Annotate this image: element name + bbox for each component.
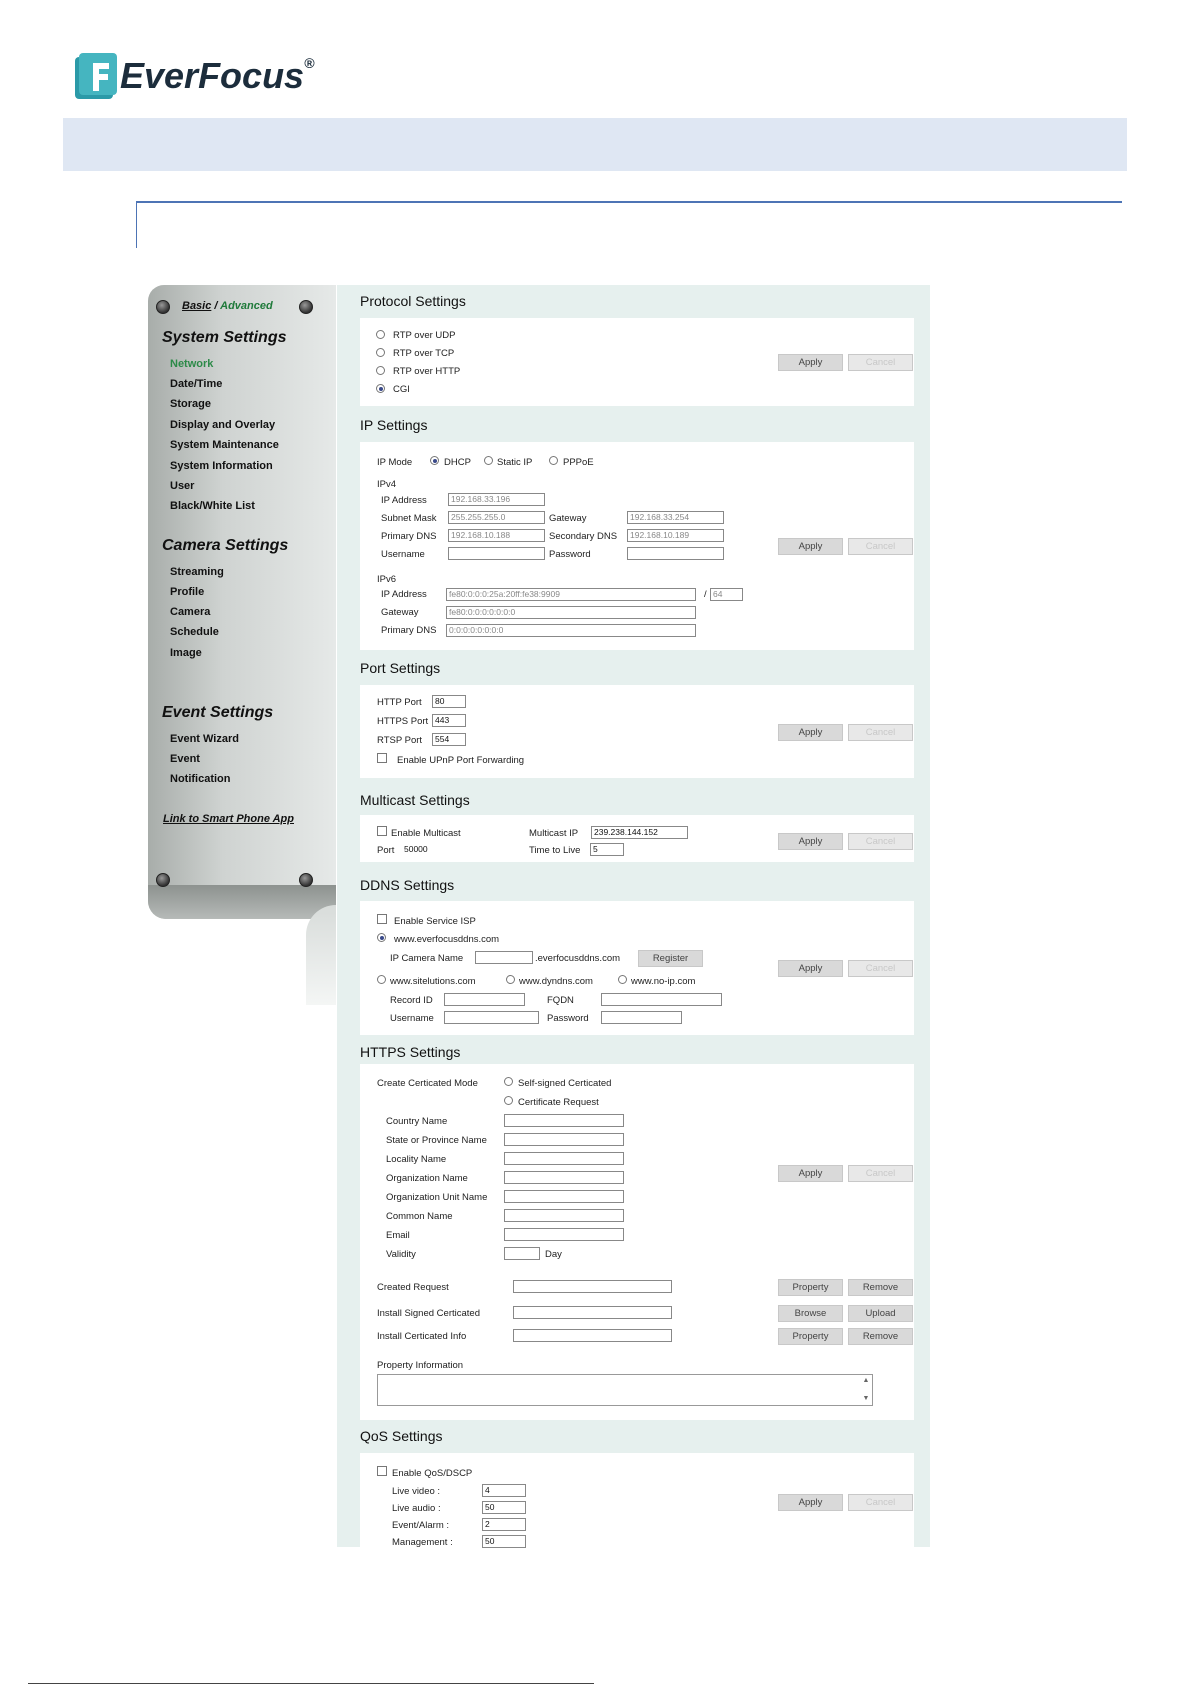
checkbox-label: Enable UPnP Port Forwarding (397, 755, 525, 766)
event-settings-heading: Event Settings (162, 704, 274, 721)
mode-switch: Basic / Advanced (182, 300, 273, 312)
field-label: Password (547, 1013, 589, 1024)
apply-button[interactable]: Apply (778, 538, 843, 555)
cancel-button[interactable]: Cancel (848, 538, 913, 555)
checkbox-label: Enable Multicast (391, 828, 461, 839)
field-label: Create Certicated Mode (377, 1078, 478, 1089)
event-alarm-field[interactable]: 2 (482, 1518, 526, 1531)
cancel-button[interactable]: Cancel (848, 724, 913, 741)
sidebar-bottom-shade (148, 885, 336, 919)
live-audio-field[interactable]: 50 (482, 1501, 526, 1514)
validity-field[interactable] (504, 1247, 540, 1260)
field-label: Organization Name (386, 1173, 468, 1184)
multicast-ip-field[interactable]: 239.238.144.152 (591, 826, 688, 839)
radio-label: PPPoE (563, 457, 594, 468)
management-field[interactable]: 50 (482, 1535, 526, 1548)
field-label: Port (377, 845, 395, 856)
radio-label: www.sitelutions.com (390, 976, 476, 987)
sidebar-item-display-overlay[interactable]: Display and Overlay (170, 419, 276, 431)
sidebar-item-profile[interactable]: Profile (170, 586, 205, 598)
cancel-button[interactable]: Cancel (848, 1165, 913, 1182)
radio-label: RTP over HTTP (393, 366, 461, 377)
ip-settings-title: IP Settings (360, 417, 428, 433)
cancel-button[interactable]: Cancel (848, 960, 913, 977)
smart-phone-app-link[interactable]: Link to Smart Phone App (163, 813, 294, 825)
ipv6-dns-field[interactable]: 0:0:0:0:0:0:0:0 (446, 624, 696, 637)
secondary-dns-field[interactable]: 192.168.10.189 (627, 529, 724, 542)
divider (136, 201, 1122, 203)
checkbox-label: Enable Service ISP (394, 916, 476, 927)
primary-dns-field[interactable]: 192.168.10.188 (448, 529, 545, 542)
radio-label: www.no-ip.com (631, 976, 696, 987)
field-label: Primary DNS (381, 625, 437, 636)
organization-field[interactable] (504, 1171, 624, 1184)
https-port-field[interactable]: 443 (432, 714, 466, 727)
radio-label: RTP over TCP (393, 348, 455, 359)
field-label: Password (549, 549, 591, 560)
sidebar-item-schedule[interactable]: Schedule (170, 626, 219, 638)
locality-field[interactable] (504, 1152, 624, 1165)
field-label: Username (390, 1013, 434, 1024)
field-label: Username (381, 549, 425, 560)
field-label: IP Address (381, 495, 427, 506)
checkbox-label: Enable QoS/DSCP (392, 1468, 473, 1479)
property-button[interactable]: Property (778, 1279, 843, 1296)
multicast-settings-title: Multicast Settings (360, 792, 470, 808)
field-label: Country Name (386, 1116, 448, 1127)
radio-everfocusddns[interactable] (377, 933, 386, 942)
validity-unit: Day (545, 1249, 562, 1260)
radio-rtp-tcp[interactable] (376, 348, 385, 357)
multicast-port-field[interactable]: 50000 (401, 843, 435, 856)
sidebar-item-date-time[interactable]: Date/Time (170, 378, 223, 390)
field-label: State or Province Name (386, 1135, 487, 1146)
brand-name: EverFocus® (120, 55, 315, 96)
remove-button[interactable]: Remove (848, 1328, 913, 1345)
radio-label: CGI (393, 384, 410, 395)
field-label: Created Request (377, 1282, 449, 1293)
ddns-password-field[interactable] (601, 1011, 682, 1024)
radio-pppoe[interactable] (549, 456, 558, 465)
radio-static-ip[interactable] (484, 456, 493, 465)
gateway-field[interactable]: 192.168.33.254 (627, 511, 724, 524)
advanced-link[interactable]: Advanced (220, 300, 273, 312)
radio-label: Certificate Request (518, 1097, 599, 1108)
cancel-button[interactable]: Cancel (848, 354, 913, 371)
sidebar-item-system-maintenance[interactable]: System Maintenance (170, 439, 279, 451)
subnet-mask-field[interactable]: 255.255.255.0 (448, 511, 545, 524)
ddns-username-field[interactable] (444, 1011, 539, 1024)
field-label: Multicast IP (529, 828, 579, 839)
cancel-button[interactable]: Cancel (848, 1494, 913, 1511)
install-certificate-field[interactable] (513, 1306, 672, 1319)
radio-no-ip[interactable] (618, 975, 627, 984)
email-field[interactable] (504, 1228, 624, 1241)
record-id-field[interactable] (444, 993, 525, 1006)
radio-label: RTP over UDP (393, 330, 456, 341)
radio-label: www.dyndns.com (519, 976, 593, 987)
field-label: FQDN (547, 995, 574, 1006)
sidebar-item-user[interactable]: User (170, 480, 195, 492)
screw-icon (299, 300, 313, 314)
organization-unit-field[interactable] (504, 1190, 624, 1203)
apply-button[interactable]: Apply (778, 1494, 843, 1511)
ipv6-prefix-field[interactable]: 64 (710, 588, 743, 601)
ipv6-gateway-field[interactable]: fe80:0:0:0:0:0:0:0 (446, 606, 696, 619)
field-label: Email (386, 1230, 410, 1241)
sidebar-item-event[interactable]: Event (170, 753, 200, 765)
field-label: Gateway (549, 513, 587, 524)
field-label: Locality Name (386, 1154, 447, 1165)
browse-button[interactable]: Browse (778, 1305, 843, 1322)
field-label: HTTP Port (377, 697, 422, 708)
live-video-field[interactable]: 4 (482, 1484, 526, 1497)
radio-sitelutions[interactable] (377, 975, 386, 984)
upnp-checkbox[interactable] (377, 753, 387, 763)
sidebar-item-system-information[interactable]: System Information (170, 460, 273, 472)
property-information-textarea[interactable] (377, 1374, 873, 1406)
field-label: Live audio : (392, 1503, 441, 1514)
sidebar-item-camera[interactable]: Camera (170, 606, 211, 618)
qos-enable-checkbox[interactable] (377, 1466, 387, 1476)
field-label: Install Signed Certicated (377, 1308, 480, 1319)
ttl-field[interactable]: 5 (590, 843, 624, 856)
ipv6-address-field[interactable]: fe80:0:0:0:25a:20ff:fe38:9909 (446, 588, 696, 601)
radio-cgi[interactable] (376, 384, 385, 393)
rtsp-port-field[interactable]: 554 (432, 733, 466, 746)
screw-icon (299, 873, 313, 887)
screw-icon (156, 873, 170, 887)
field-label: Primary DNS (381, 531, 437, 542)
field-label: HTTPS Port (377, 716, 429, 727)
sidebar-item-network[interactable]: Network (170, 358, 214, 370)
radio-rtp-http[interactable] (376, 366, 385, 375)
footer-rule (28, 1683, 594, 1684)
sidebar-item-storage[interactable]: Storage (170, 398, 211, 410)
username-field[interactable] (448, 547, 545, 560)
field-label: Gateway (381, 607, 419, 618)
certificate-info-field[interactable] (513, 1329, 672, 1342)
multicast-checkbox[interactable] (377, 826, 387, 836)
apply-button[interactable]: Apply (778, 960, 843, 977)
field-label: Management : (392, 1537, 453, 1548)
apply-button[interactable]: Apply (778, 1165, 843, 1182)
system-settings-heading: System Settings (162, 329, 287, 346)
protocol-settings-title: Protocol Settings (360, 293, 466, 309)
field-label: Time to Live (529, 845, 581, 856)
sidebar-item-notification[interactable]: Notification (170, 773, 231, 785)
field-label: Property Information (377, 1360, 464, 1371)
sidebar-item-streaming[interactable]: Streaming (170, 566, 224, 578)
country-name-field[interactable] (504, 1114, 624, 1127)
field-label: IP Camera Name (390, 953, 464, 964)
ipv6-label: IPv6 (377, 574, 397, 585)
prefix-separator: / (704, 589, 707, 600)
field-label: Live video : (392, 1486, 441, 1497)
radio-label: DHCP (444, 457, 471, 468)
basic-link[interactable]: Basic (182, 300, 212, 312)
ddns-settings-title: DDNS Settings (360, 877, 455, 893)
cancel-button[interactable]: Cancel (848, 833, 913, 850)
https-settings-title: HTTPS Settings (360, 1044, 461, 1060)
header-band (63, 118, 1127, 171)
camera-settings-heading: Camera Settings (162, 537, 289, 554)
created-request-field[interactable] (513, 1280, 672, 1293)
field-label: Record ID (390, 995, 433, 1006)
field-label: Common Name (386, 1211, 453, 1222)
property-button[interactable]: Property (778, 1328, 843, 1345)
radio-label: Self-signed Certicated (518, 1078, 612, 1089)
upload-button[interactable]: Upload (848, 1305, 913, 1322)
ip-mode-label: IP Mode (377, 457, 413, 468)
ipv4-label: IPv4 (377, 479, 397, 490)
ip-address-field[interactable]: 192.168.33.196 (448, 493, 545, 506)
field-label: Secondary DNS (549, 531, 618, 542)
radio-dyndns[interactable] (506, 975, 515, 984)
field-label: Install Certicated Info (377, 1331, 467, 1342)
field-label: IP Address (381, 589, 427, 600)
field-label: Validity (386, 1249, 416, 1260)
port-settings-title: Port Settings (360, 660, 441, 676)
fqdn-field[interactable] (601, 993, 722, 1006)
divider-vertical (136, 201, 137, 248)
radio-label: www.everfocusddns.com (394, 934, 500, 945)
field-label: RTSP Port (377, 735, 423, 746)
qos-settings-title: QoS Settings (360, 1428, 443, 1444)
ddns-enable-checkbox[interactable] (377, 914, 387, 924)
sidebar-item-black-white-list[interactable]: Black/White List (170, 500, 255, 512)
sidebar-item-event-wizard[interactable]: Event Wizard (170, 733, 239, 745)
radio-self-signed[interactable] (504, 1077, 513, 1086)
http-port-field[interactable]: 80 (432, 695, 466, 708)
radio-dhcp[interactable] (430, 456, 439, 465)
apply-button[interactable]: Apply (778, 354, 843, 371)
state-field[interactable] (504, 1133, 624, 1146)
remove-button[interactable]: Remove (848, 1279, 913, 1296)
sidebar-tail (306, 905, 336, 1005)
field-label: Subnet Mask (381, 513, 437, 524)
field-label: Organization Unit Name (386, 1192, 488, 1203)
apply-button[interactable]: Apply (778, 724, 843, 741)
sidebar-item-image[interactable]: Image (170, 647, 202, 659)
radio-certificate-request[interactable] (504, 1096, 513, 1105)
camera-name-field[interactable] (475, 951, 533, 964)
register-button[interactable]: Register (638, 950, 703, 967)
everfocus-logo-icon (75, 53, 117, 99)
scrollbar[interactable]: ▲ ▼ (862, 1377, 870, 1402)
apply-button[interactable]: Apply (778, 833, 843, 850)
password-field[interactable] (627, 547, 724, 560)
screw-icon (156, 300, 170, 314)
domain-suffix: .everfocusddns.com (535, 953, 621, 964)
radio-label: Static IP (497, 457, 533, 468)
common-name-field[interactable] (504, 1209, 624, 1222)
field-label: Event/Alarm : (392, 1520, 450, 1531)
radio-rtp-udp[interactable] (376, 330, 385, 339)
